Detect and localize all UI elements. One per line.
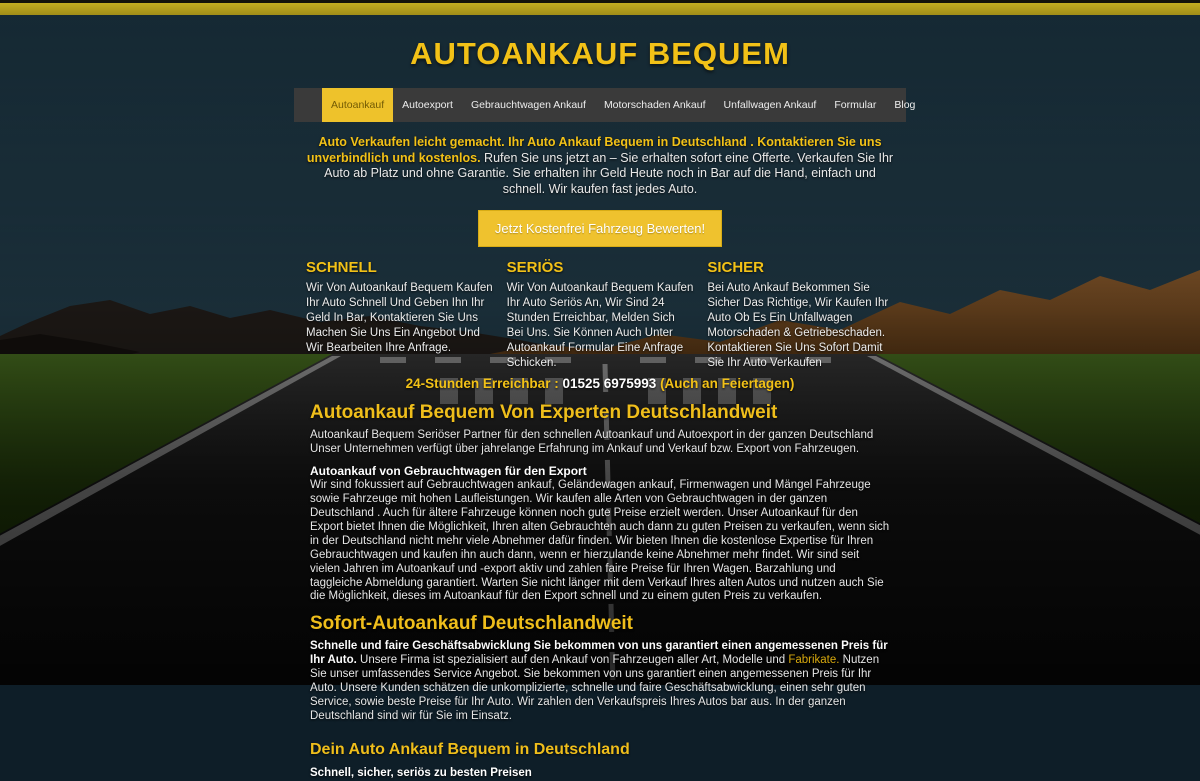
site-title: AUTOANKAUF BEQUEM [410,36,790,71]
intro-text: Rufen Sie uns jetzt an – Sie erhalten sofort eine Offerte. Verkaufen Sie Ihr Auto ab Platz und ohne Garantie. Sie erhalten ihr Geld Heute noch in Bar auf die Hand, einfach und schnell. Wir kaufen fast jedes Auto. [324,150,894,196]
feature-serioes-text: Wir Von Autoankauf Bequem Kaufen Ihr Auto Seriös An, Wir Sind 24 Stunden Erreichbar, Melden Sich Bei Uns. Sie Können Auch Unter Autoankauf Formular Eine Anfrage Schicken. [506,282,694,370]
sofort-text-before-link: Unsere Firma ist spezialisiert auf den Ankauf von Fahrzeugen aller Art, Modelle und [356,654,789,667]
intro-paragraph [304,135,896,197]
feature-schnell-title: SCHNELL [306,259,377,277]
nav-item-gebrauchtwagen-ankauf[interactable]: Gebrauchtwagen Ankauf [470,99,586,111]
phone-availability-line [0,376,1200,391]
evaluate-vehicle-button[interactable]: Jetzt Kostenfrei Fahrzeug Bewerten! [478,210,722,247]
export-paragraph: Wir sind fokussiert auf Gebrauchtwagen ankauf, Geländewagen ankauf, Firmenwagen und Mängel Fahrzeuge sowie Fahrzeuge mit hohen Laufleistungen. Wir kaufen alle Arten von Gebrauchtwagen in der ganzen Deutschland . Auch für ältere Fahrzeuge können noch gute Preise erzielt werden. Unser Autoankauf für den Export bietet Ihnen die Möglichkeit, Ihren alten Gebrauchten auch dann zu guten Preisen zu verkaufen, wenn sich in der Deutschland nicht mehr viele Abnehmer dafür finden. Wir bieten Ihnen die kostenlose Expertise für Ihren Gebrauchtwagen und kaufen ihn auch dann, wenn er hierzulande keine Abnehmer mehr findet. Wir sind seit vielen Jahren im Autoankauf und -export aktiv und zahlen faire Preise für Ihren Wagen. Barzahlung und taggleiche Abmeldung garantiert. Warten Sie nicht länger mit dem Verkauf Ihres alten Autos und nutzen auch Sie die Möglichkeit, dieses im Autoankauf für den Export schnell und zu einem guten Preis zu verkaufen. [310,479,890,603]
feature-serioes-title: SERIÖS [506,259,564,277]
feature-schnell-text: Wir Von Autoankauf Bequem Kaufen Ihr Auto Schnell Und Geben Ihn Ihr Geld In Bar, Kontaktieren Sie Uns Machen Sie Uns Ein Angebot Und Wir Bearbeiten Ihre Anfrage. [306,282,493,355]
experts-paragraph: Autoankauf Bequem Seriöser Partner für den schnellen Autoankauf und Autoexport in der ganzen Deutschland Unser Unternehmen verfügt über jahrelange Erfahrung im Ankauf und Verkauf bzw. Export von Fahrzeugen. [310,429,874,456]
fabrikate-link[interactable]: Fabrikate. [788,654,840,667]
main-navigation [294,88,916,122]
feature-sicher [707,259,894,371]
intro-highlight: Auto Verkaufen leicht gemacht. Ihr Auto Ankauf Bequem in Deutschland . Kontaktieren Sie uns unverbindlich und kostenlos. [306,135,882,165]
sofort-heading: Sofort-Autoankauf Deutschlandweit [310,613,634,635]
sofort-paragraph [310,640,890,723]
sofort-text-after-link: Nutzen Sie unser umfassendes Service Angebot. Sie bekommen von uns garantiert einen angemessenen Preis für Ihr Auto. Unsere Kunden schätzen die unkomplizierte, schnelle und faire Geschäftsabwicklung, einen sehr guten Service, sowie beste Preise für Ihr Auto. Wir zahlen den Verkaufspreis Ihres Autos bar aus. In der ganzen Deutschland sind wir für Sie im Einsatz. [310,654,880,722]
sofort-bold-intro: Schnelle und faire Geschäftsabwicklung Sie bekommen von uns garantiert einen angemessenen Preis für Ihr Auto. [310,640,888,667]
export-subheading: Autoankauf von Gebrauchtwagen für den Export [310,464,587,479]
main-copy [310,402,890,780]
feature-sicher-text: Bei Auto Ankauf Bekommen Sie Sicher Das Richtige, Wir Kaufen Ihr Auto Ob Es Ein Unfallwagen Motorschaden & Getriebeschaden. Kontaktieren Sie Uns Sofort Damit Sie Ihr Auto Verkaufen [707,282,889,370]
nav-item-blog[interactable]: Blog [894,99,916,111]
phone-prefix: 24-Stunden Erreichbar : [405,376,563,392]
nav-item-formular[interactable]: Formular [834,99,877,111]
experts-heading: Autoankauf Bequem Von Experten Deutschlandweit [310,402,778,424]
feature-columns [306,259,894,371]
feature-schnell [306,259,493,371]
nav-item-motorschaden-ankauf[interactable]: Motorschaden Ankauf [603,99,706,111]
footer-heading: Dein Auto Ankauf Bequem in Deutschland [310,740,630,758]
nav-item-autoexport[interactable]: Autoexport [402,99,453,111]
footer-tagline: Schnell, sicher, seriös zu besten Preisen [310,766,532,779]
nav-item-autoankauf[interactable]: Autoankauf [322,88,393,122]
feature-serioes [507,259,694,371]
feature-sicher-title: SICHER [707,259,765,277]
phone-suffix: (Auch an Feiertagen) [656,376,795,392]
phone-number: 01525 6975993 [562,376,657,392]
nav-item-unfallwagen-ankauf[interactable]: Unfallwagen Ankauf [723,99,817,111]
